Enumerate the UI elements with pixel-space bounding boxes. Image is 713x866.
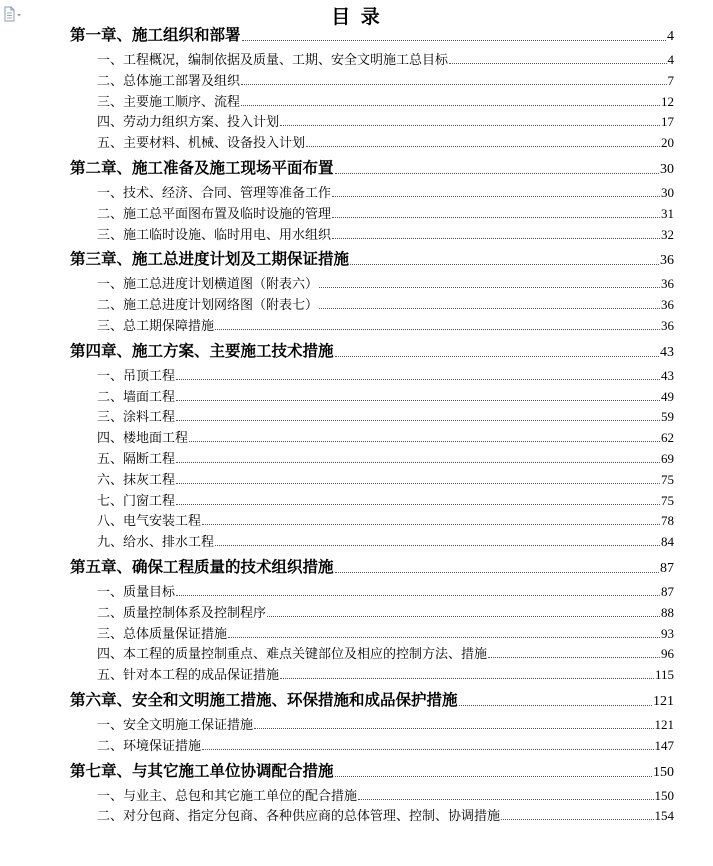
toc-page-number: 36: [661, 318, 674, 333]
dot-leader: [332, 196, 660, 197]
toc-section-entry[interactable]: [97, 366, 674, 384]
toc-page-number: 30: [661, 185, 674, 200]
toc-entry-text: 八、电气安装工程: [97, 514, 202, 530]
toc-section-entry[interactable]: [97, 491, 674, 509]
toc-entry-text: 二、施工总平面图布置及临时设施的管理: [97, 206, 332, 222]
toc-section-entry[interactable]: [97, 582, 674, 600]
dot-leader: [332, 217, 660, 218]
dot-leader: [176, 483, 660, 484]
toc-page-number: 69: [661, 451, 674, 466]
dot-leader: [176, 504, 660, 505]
dot-leader: [241, 84, 666, 85]
toc-chapter-entry[interactable]: [70, 759, 674, 781]
dot-leader: [488, 657, 660, 658]
toc-entry-text: 六、抹灰工程: [97, 472, 176, 488]
dot-leader: [332, 238, 660, 239]
dot-leader: [335, 572, 659, 573]
toc-page-number: 150: [653, 764, 674, 780]
dot-leader: [358, 799, 653, 800]
toc-entry-text: 四、劳动力组织方案、投入计划: [97, 115, 280, 131]
toc-entry-text: 一、技术、经济、合同、管理等准备工作: [97, 186, 332, 201]
toc-page-number: 88: [661, 604, 674, 620]
dot-leader: [242, 40, 666, 41]
toc-section-entry[interactable]: [97, 407, 674, 425]
dot-leader: [501, 819, 653, 820]
toc-page-number: 75: [661, 492, 674, 508]
toc-page-number: 36: [661, 276, 674, 292]
toc-entry-text: 一、与业主、总包和其它施工单位的配合措施: [97, 788, 358, 804]
toc-entry-text: 二、对分包商、指定分包商、各种供应商的总体管理、控制、协调措施: [97, 809, 501, 825]
toc-section-entry[interactable]: [97, 511, 674, 529]
toc-page-number: 32: [661, 226, 674, 242]
toc-entry-text: 二、质量控制体系及控制程序: [97, 605, 267, 621]
dot-leader: [228, 637, 660, 638]
toc-entry-text: 三、总工期保障措施: [97, 319, 215, 334]
dot-leader: [176, 420, 660, 421]
toc-section-entry[interactable]: [97, 204, 674, 222]
toc-entry-text: 二、施工总进度计划网络图（附表七）: [97, 298, 319, 314]
toc-entry-text: 第四章、施工方案、主要施工技术措施: [70, 340, 334, 360]
toc-page-number: 115: [654, 667, 674, 683]
toc-page-number: 93: [661, 625, 674, 641]
toc-entry-text: 五、隔断工程: [97, 452, 176, 467]
toc-chapter-entry[interactable]: [70, 247, 674, 269]
toc-section-entry[interactable]: [97, 387, 674, 405]
toc-entry-text: 九、给水、排水工程: [97, 535, 215, 551]
toc-section-entry[interactable]: [97, 665, 674, 683]
toc-chapter-entry[interactable]: [70, 23, 674, 45]
toc-section-entry[interactable]: [97, 225, 674, 243]
toc-page-number: 78: [661, 513, 674, 529]
toc-section-entry[interactable]: [97, 316, 674, 334]
toc-entry-text: 二、环境保证措施: [97, 738, 202, 754]
toc-page-number: 12: [661, 93, 674, 109]
dot-leader: [459, 705, 652, 706]
toc-section-entry[interactable]: [97, 428, 674, 446]
toc-section-entry[interactable]: [97, 183, 674, 201]
toc-entry-text: 第五章、确保工程质量的技术组织措施: [70, 557, 334, 576]
toc-page-number: 36: [661, 297, 674, 313]
toc-section-entry[interactable]: [97, 133, 674, 151]
toc-page-number: 30: [660, 162, 674, 177]
toc-page-number: 84: [661, 534, 674, 550]
toc-section-entry[interactable]: [97, 112, 674, 130]
toc-page-number: 36: [660, 253, 674, 269]
toc-page-number: 7: [667, 72, 674, 88]
toc-entry-text: 二、墙面工程: [97, 389, 176, 405]
toc-page-number: 17: [661, 114, 674, 130]
toc-entry-text: 一、施工总进度计划横道图（附表六）: [97, 277, 319, 293]
dot-leader: [202, 524, 660, 525]
toc-chapter-entry[interactable]: [70, 555, 674, 577]
toc-entry-text: 七、门窗工程: [97, 493, 176, 509]
toc-section-entry[interactable]: [97, 295, 674, 313]
toc-section-entry[interactable]: [97, 274, 674, 292]
toc-page-number: 121: [654, 717, 674, 732]
toc-page-number: 87: [661, 584, 674, 599]
toc-page-number: 20: [661, 135, 674, 151]
toc-page-number: 43: [660, 344, 674, 360]
dot-leader: [335, 173, 659, 174]
dot-leader: [335, 356, 659, 357]
toc-page-number: 147: [654, 737, 674, 753]
toc-entry-text: 五、主要材料、机械、设备投入计划: [97, 136, 306, 152]
toc-entry-text: 三、施工临时设施、临时用电、用水组织: [97, 227, 332, 243]
toc-entry-text: 第二章、施工准备及施工现场平面布置: [70, 158, 334, 177]
dot-leader: [280, 678, 654, 679]
toc-entry-text: 四、本工程的质量控制重点、难点关键部位及相应的控制方法、措施: [97, 647, 488, 663]
toc-page-number: 150: [654, 787, 674, 803]
toc-page-number: 154: [654, 808, 674, 824]
dot-leader: [241, 105, 660, 106]
toc-entry-text: 一、工程概况，编制依据及质量、工期、安全文明施工总目标: [97, 53, 449, 68]
dot-leader: [202, 749, 653, 750]
toc-chapter-entry[interactable]: [70, 688, 674, 710]
dot-leader: [189, 441, 660, 442]
toc-page-number: 75: [661, 471, 674, 487]
toc-entry-text: 第七章、与其它施工单位协调配合措施: [70, 760, 334, 780]
toc-page-number: 87: [660, 561, 674, 576]
toc-entry-text: 一、安全文明施工保证措施: [97, 718, 254, 733]
toc-section-entry[interactable]: [97, 470, 674, 488]
dot-leader: [306, 146, 660, 147]
toc-page-number: 96: [661, 646, 674, 662]
toc-entry-text: 五、针对本工程的成品保证措施: [97, 668, 280, 684]
toc-entry-text: 第三章、施工总进度计划及工期保证措施: [70, 249, 350, 269]
dot-leader: [449, 63, 666, 64]
toc-section-entry[interactable]: [97, 449, 674, 467]
toc-entry-text: 三、总体质量保证措施: [97, 626, 228, 642]
toc-page-number: 4: [667, 52, 674, 67]
toc-entry-text: 四、楼地面工程: [97, 431, 189, 447]
toc-section-entry[interactable]: [97, 624, 674, 642]
toc-page-number: 4: [667, 29, 674, 44]
toc-page-number: 59: [661, 409, 674, 425]
dot-leader: [350, 264, 659, 265]
dot-leader: [176, 379, 660, 380]
toc-entry-text: 第一章、施工组织和部署: [70, 25, 241, 44]
dot-leader: [280, 125, 660, 126]
toc-entry-text: 三、主要施工顺序、流程: [97, 94, 241, 110]
dot-leader: [215, 545, 660, 546]
dot-leader: [319, 287, 660, 288]
dot-leader: [176, 595, 660, 596]
dot-leader: [176, 462, 660, 463]
toc-section-entry[interactable]: [97, 603, 674, 621]
toc-section-entry[interactable]: [97, 92, 674, 110]
toc-entry-text: 三、涂料工程: [97, 410, 176, 426]
dot-leader: [267, 616, 660, 617]
toc-chapter-entry[interactable]: [70, 339, 674, 361]
toc-chapter-entry[interactable]: [70, 156, 674, 178]
toc-entry-text: 一、质量目标: [97, 585, 176, 600]
toc-section-entry[interactable]: [97, 715, 674, 733]
dot-leader: [335, 776, 652, 777]
page-title: 目 录: [331, 6, 382, 28]
toc-page-number: 62: [661, 430, 674, 446]
toc-section-entry[interactable]: [97, 736, 674, 754]
toc-page-number: 121: [653, 694, 674, 709]
toc-section-entry[interactable]: [97, 644, 674, 662]
dot-leader: [215, 329, 660, 330]
toc-section-entry[interactable]: [97, 532, 674, 550]
toc-section-entry[interactable]: [97, 806, 674, 824]
toc-section-entry[interactable]: [97, 50, 674, 68]
toc-page-number: 49: [661, 388, 674, 404]
toc-section-entry[interactable]: [97, 786, 674, 804]
dot-leader: [176, 400, 660, 401]
toc-entry-text: 二、总体施工部署及组织: [97, 73, 241, 89]
toc-entry-text: 一、吊顶工程: [97, 368, 176, 384]
dot-leader: [319, 308, 660, 309]
toc-page-number: 31: [661, 205, 674, 221]
dot-leader: [254, 728, 653, 729]
toc-entry-text: 第六章、安全和文明施工措施、环保措施和成品保护措施: [70, 690, 458, 709]
toc-page-number: 43: [661, 367, 674, 383]
toc-section-entry[interactable]: [97, 71, 674, 89]
